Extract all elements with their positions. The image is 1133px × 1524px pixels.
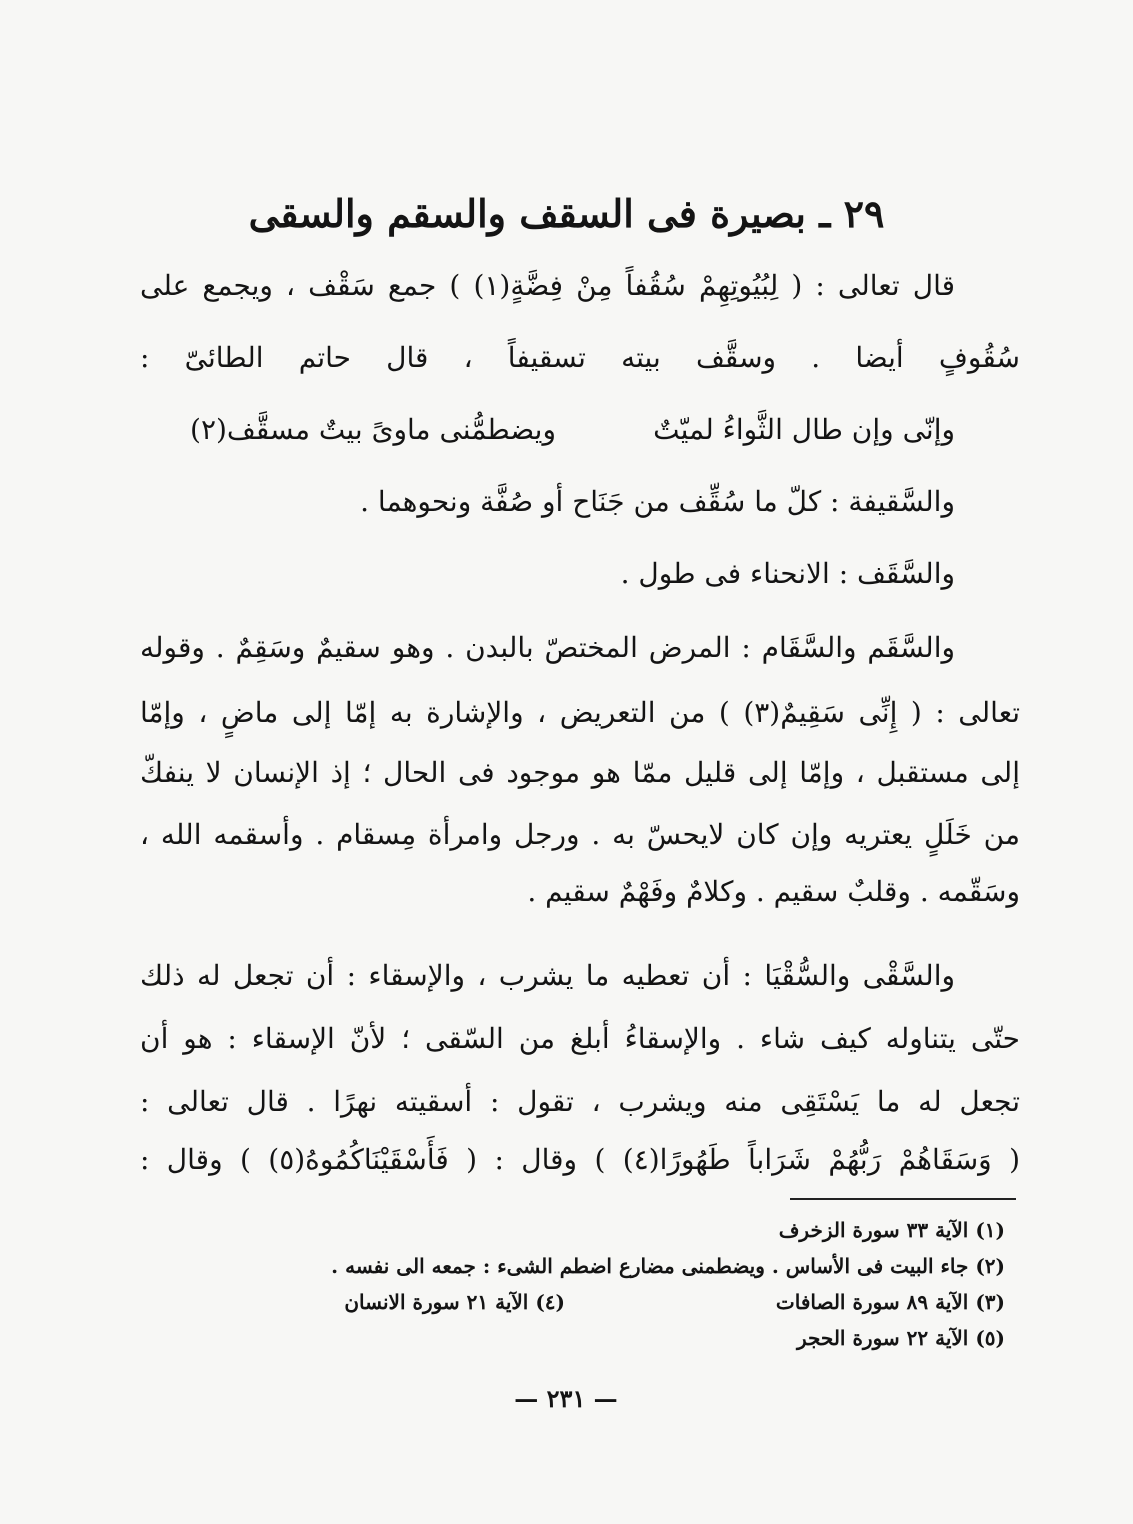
text-line-12: تجعل له ما يَسْتَقِى منه ويشرب ، تقول : أسقيته نهرًا . قال تعالى : xyxy=(140,1085,1020,1118)
text-line-11: حتّى يتناوله كيف شاء . والإسقاءُ أبلغ من السّقى ؛ لأنّ الإسقاء : هو أن xyxy=(140,1022,1020,1055)
footnote-3: (٣) الآية ٨٩ سورة الصافات xyxy=(775,1290,1005,1314)
text-line-1: قال تعالى : ( لِبُيُوتِهِمْ سُقُفاً مِنْ فِضَّةٍ(١) ) جمع سَقْف ، ويجمع على xyxy=(140,269,955,302)
verse-second-hemistich: ويضطمُّنى ماوىً بيتٌ مسقَّف(٢) xyxy=(190,413,556,446)
footnote-1: (١) الآية ٣٣ سورة الزخرف xyxy=(778,1218,1005,1242)
poem-verse xyxy=(190,410,955,456)
text-line-5: والسَّقَم والسَّقَام : المرض المختصّ بالبدن . وهو سقيمٌ وسَقِمٌ . وقوله xyxy=(140,631,955,664)
text-line-13: ( وَسَقَاهُمْ رَبُّهُمْ شَرَاباً طَهُورًا(٤) ) وقال : ( فَأَسْقَيْنَاكُمُوهُ(٥) ) وقال : xyxy=(140,1143,1020,1176)
footnote-divider xyxy=(790,1198,1016,1200)
text-line-4: والسَّقَف : الانحناء فى طول . xyxy=(620,557,955,590)
footnote-5: (٥) الآية ٢٢ سورة الحجر xyxy=(796,1326,1005,1350)
verse-first-hemistich: وإنّى وإن طال الثَّواءُ لميّتٌ xyxy=(653,413,955,446)
text-line-10: والسَّقْى والسُّقْيَا : أن تعطيه ما يشرب ، والإسقاء : أن تجعل له ذلك xyxy=(140,959,955,992)
text-line-8: من خَلَلٍ يعتريه وإن كان لايحسّ به . ورجل وامرأة مِسقام . وأسقمه الله ، xyxy=(140,818,1020,851)
footnote-4: (٤) الآية ٢١ سورة الانسان xyxy=(344,1290,565,1314)
text-line-6: تعالى : ( إِنِّى سَقِيمٌ(٣) ) من التعريض ، والإشارة به إمّا إلى ماضٍ ، وإمّا xyxy=(140,696,1020,729)
text-line-2: سُقُوفٍ أيضا . وسقَّف بيته تسقيفاً ، قال حاتم الطائىّ : xyxy=(140,341,1020,374)
footnote-2: (٢) جاء البيت فى الأساس . ويضطمنى مضارع اضطم الشىء : جمعه الى نفسه . xyxy=(331,1254,1005,1278)
text-line-9: وسَقّمه . وقلبٌ سقيم . وكلامٌ وفَهْمٌ سقيم . xyxy=(527,875,1020,908)
page-number: — ٢٣١ — xyxy=(514,1384,618,1413)
text-line-7: إلى مستقبل ، وإمّا إلى قليل ممّا هو موجود فى الحال ؛ إذ الإنسان لا ينفكّ xyxy=(140,756,1020,789)
text-line-3: والسَّقيفة : كلّ ما سُقِّف من جَنَاح أو صُفَّة ونحوهما . xyxy=(360,485,955,518)
section-title: ٢٩ ـ بصيرة فى السقف والسقم والسقى xyxy=(248,191,885,236)
